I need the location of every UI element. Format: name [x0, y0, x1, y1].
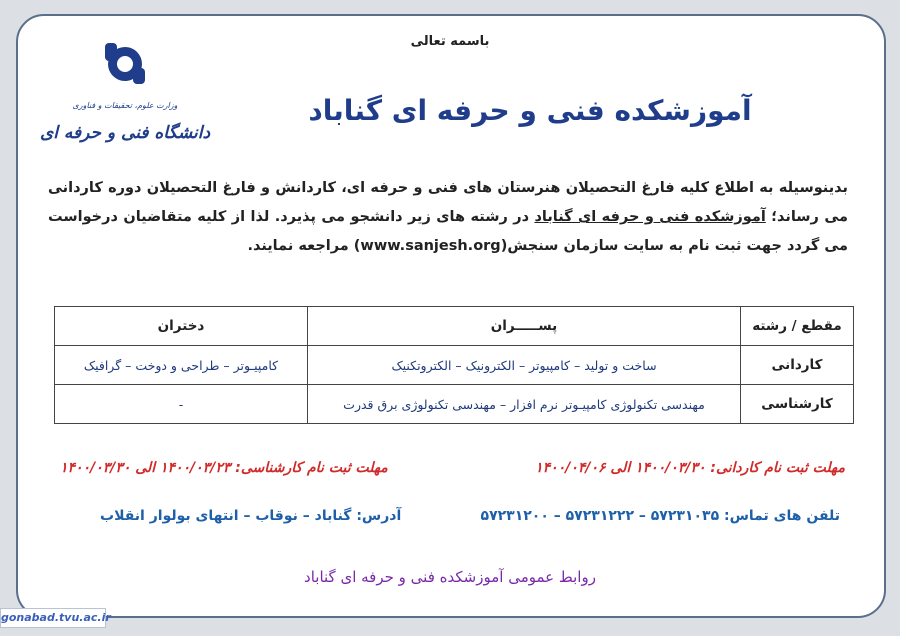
contact-info [100, 508, 840, 524]
address: آدرس: گناباد – نوقاب – انتهای بولوار انقلاب [100, 508, 402, 524]
bachelor-deadline: مهلت ثبت نام کارشناسی: ۱۴۰۰/۰۳/۲۳ الی ۱۴۰۰/۰۳/۳۰ [60, 460, 388, 476]
intro-paragraph [48, 174, 848, 261]
row-level: کارشناسی [741, 385, 854, 424]
table-header-row [55, 307, 854, 346]
col-boys: پســـــران [308, 307, 741, 346]
basmala: باسمه تعالی [410, 34, 490, 49]
row-boys: مهندسی تکنولوژی کامپیـوتر نرم افزار – مهندسی تکنولوژی برق قدرت [308, 385, 741, 424]
intro-text-end: در رشته های زیر دانشجو می پذیرد. لذا از کلیه متقاضیان درخواست می گردد جهت ثبت نام به سایت سازمان سنجش(www.sanjesh.org) مراجعه نمایند. [48, 209, 848, 254]
row-girls: - [55, 385, 308, 424]
svg-text:وزارت علوم، تحقیقات و فناوری: وزارت علوم، تحقیقات و فناوری [72, 101, 178, 110]
tvu-emblem-icon [105, 43, 145, 84]
table-row [55, 385, 854, 424]
institute-name: آموزشکده فنی و حرفه ای گناباد [534, 209, 766, 225]
page-title: آموزشکده فنی و حرفه ای گناباد [308, 94, 752, 127]
programs-table [54, 306, 854, 424]
table-row [55, 346, 854, 385]
row-boys: ساخت و تولید – کامپیوتر – الکترونیک – الکتروتکنیک [308, 346, 741, 385]
row-girls: کامپیـوتر – طراحی و دوخت – گرافیک [55, 346, 308, 385]
university-logo [39, 38, 211, 158]
svg-text:دانشگاه فنی و حرفه ای: دانشگاه فنی و حرفه ای [39, 123, 211, 143]
col-girls: دختران [55, 307, 308, 346]
row-level: کاردانی [741, 346, 854, 385]
deadlines [60, 460, 845, 476]
public-relations-signature: روابط عمومی آموزشکده فنی و حرفه ای گناباد [304, 568, 596, 586]
intro-text: بدینوسیله به اطلاع کلیه فارغ التحصیلان هنرستان های فنی و حرفه ای، کاردانش و فارغ التحصیلان دوره کاردانی می رساند؛ [48, 180, 848, 225]
associate-deadline: مهلت ثبت نام کاردانی: ۱۴۰۰/۰۳/۳۰ الی ۱۴۰۰/۰۴/۰۶ [535, 460, 845, 476]
col-level: مقطع / رشته [741, 307, 854, 346]
phone-numbers: تلفن های تماس: ۵۷۲۳۱۰۳۵ – ۵۷۲۳۱۲۲۲ – ۵۷۲۳۱۲۰۰ [480, 508, 840, 524]
website-link[interactable]: gonabad.tvu.ac.ir [0, 608, 106, 628]
